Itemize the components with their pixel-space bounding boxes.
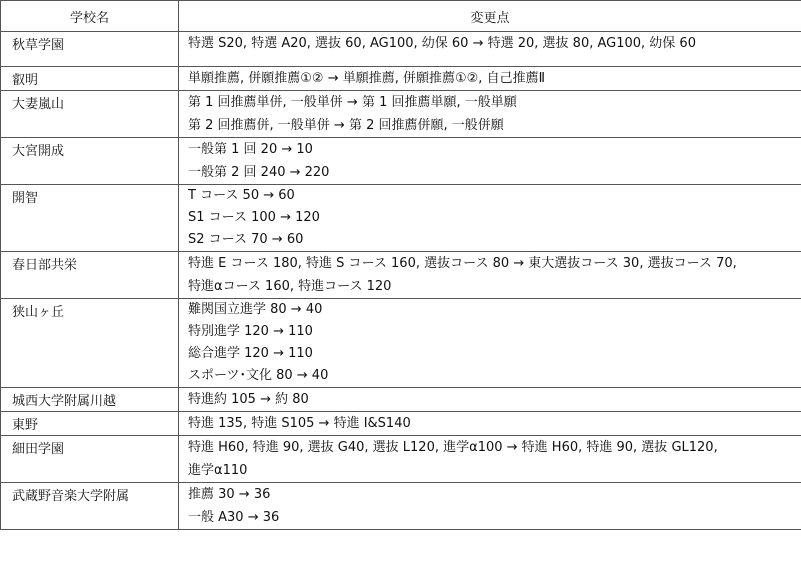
- table-row: [1, 138, 801, 185]
- change-line: 特進約 105 → 約 80: [188, 392, 309, 407]
- change-line: 難関国立進学 80 → 40: [188, 302, 323, 317]
- school-name: 大宮開成: [1, 138, 179, 185]
- table-row: [1, 388, 801, 412]
- school-name: 秋草学園: [1, 32, 179, 67]
- change-cell: [179, 91, 801, 138]
- change-line: スポーツ･文化 80 → 40: [188, 368, 329, 383]
- school-name: 開智: [1, 185, 179, 252]
- change-line: 進学α110: [188, 463, 248, 478]
- header-row: [1, 1, 801, 32]
- change-line: 一般第 1 回 20 → 10: [188, 142, 313, 157]
- change-cell: [179, 436, 801, 483]
- change-cell: [179, 185, 801, 252]
- table-row: [1, 483, 801, 530]
- change-line: 特進 E コース 180, 特進 S コース 160, 選抜コース 80 → 東大選抜コース 30, 選抜コース 70,: [188, 256, 737, 271]
- table-row: [1, 185, 801, 252]
- change-line: 特進 H60, 特進 90, 選抜 G40, 選抜 L120, 進学α100 → 特進 H60, 特進 90, 選抜 GL120,: [188, 440, 718, 455]
- change-line: 単願推薦, 併願推薦①② → 単願推薦, 併願推薦①②, 自己推薦Ⅱ: [188, 71, 545, 86]
- table-row: [1, 32, 801, 67]
- table-row: [1, 412, 801, 436]
- header-changes: 変更点: [179, 1, 801, 32]
- change-line: 推薦 30 → 36: [188, 487, 271, 502]
- change-line: 特選 S20, 特選 A20, 選抜 60, AG100, 幼保 60 → 特選 20, 選抜 80, AG100, 幼保 60: [188, 36, 696, 51]
- table-row: [1, 67, 801, 91]
- change-line: 特進αコース 160, 特進コース 120: [188, 279, 392, 294]
- change-line: T コース 50 → 60: [188, 188, 295, 203]
- table-row: [1, 252, 801, 299]
- header-school: 学校名: [1, 1, 179, 32]
- change-line: 一般 A30 → 36: [188, 510, 280, 525]
- change-line: 一般第 2 回 240 → 220: [188, 165, 330, 180]
- table-row: [1, 299, 801, 388]
- table-row: [1, 436, 801, 483]
- change-line: 特別進学 120 → 110: [188, 324, 313, 339]
- school-name: 叡明: [1, 67, 179, 91]
- school-name: 春日部共栄: [1, 252, 179, 299]
- change-cell: [179, 483, 801, 530]
- school-name: 城西大学附属川越: [1, 388, 179, 412]
- change-cell: [179, 412, 801, 436]
- school-name: 狭山ヶ丘: [1, 299, 179, 388]
- change-cell: [179, 67, 801, 91]
- change-line: 第 2 回推薦併, 一般単併 → 第 2 回推薦併願, 一般併願: [188, 118, 504, 133]
- school-name: 大妻嵐山: [1, 91, 179, 138]
- change-line: 特進 135, 特進 S105 → 特進 I&S140: [188, 416, 411, 431]
- school-name: 東野: [1, 412, 179, 436]
- change-line: S1 コース 100 → 120: [188, 210, 320, 225]
- change-line: 総合進学 120 → 110: [188, 346, 313, 361]
- change-cell: [179, 299, 801, 388]
- school-name: 武蔵野音楽大学附属: [1, 483, 179, 530]
- change-cell: [179, 252, 801, 299]
- change-cell: [179, 32, 801, 67]
- change-cell: [179, 138, 801, 185]
- change-line: 第 1 回推薦単併, 一般単併 → 第 1 回推薦単願, 一般単願: [188, 95, 517, 110]
- school-name: 細田学園: [1, 436, 179, 483]
- change-cell: [179, 388, 801, 412]
- table-row: [1, 91, 801, 138]
- change-line: S2 コース 70 → 60: [188, 232, 304, 247]
